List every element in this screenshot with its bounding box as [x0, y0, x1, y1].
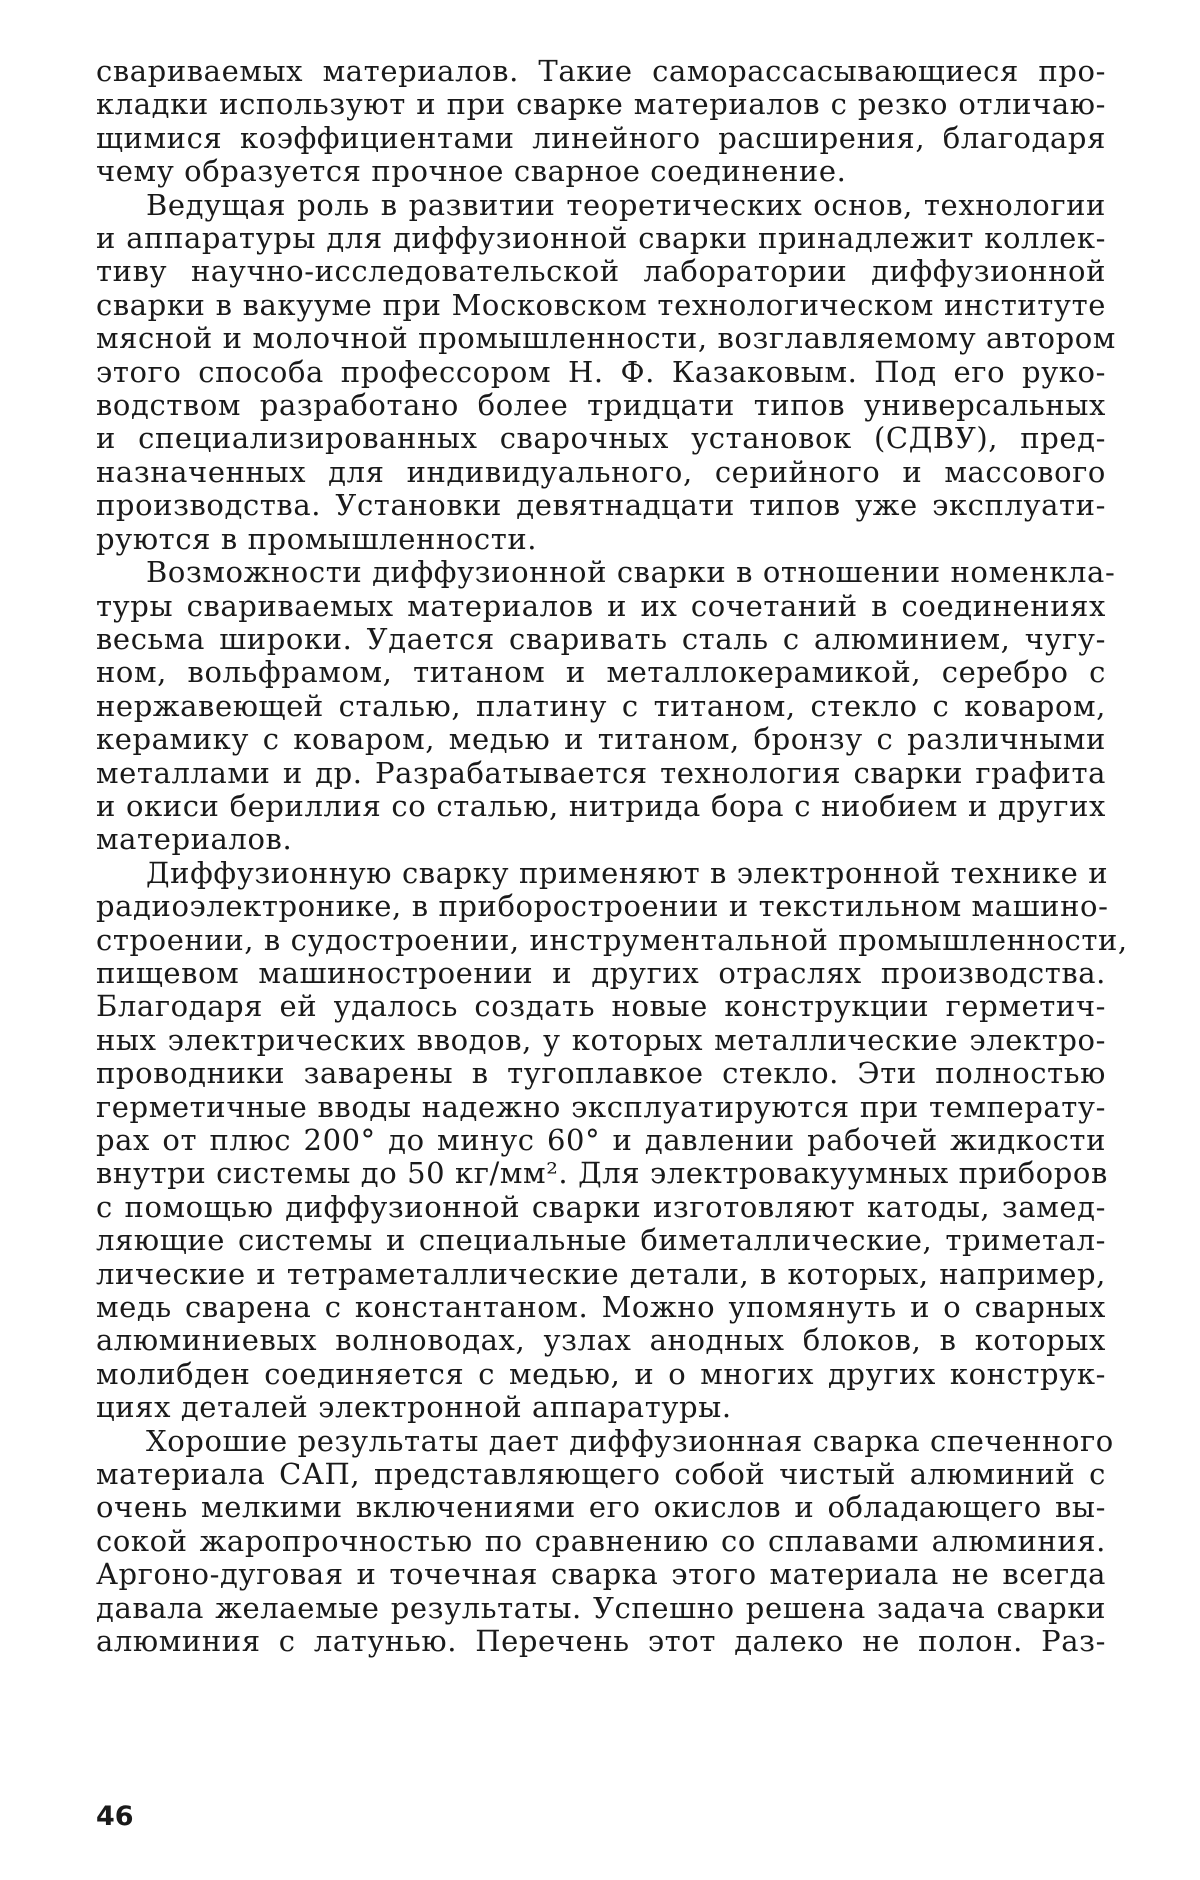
text-line: ляющие системы и специальные биметаллические, триметал- [96, 1223, 1106, 1258]
text-line: материалов. [96, 822, 293, 857]
text-line: Ведущая роль в развитии теоретических основ, технологии [146, 187, 1106, 222]
text-line: ных электрических вводов, у которых металлические электро- [96, 1022, 1106, 1057]
text-line: Благодаря ей удалось создать новые конструкции герметич- [96, 989, 1106, 1024]
book-page [96, 54, 1128, 1855]
text-line: материала САП, представляющего собой чистый алюминий с [96, 1457, 1106, 1492]
text-line: с помощью диффузионной сварки изготовляют катоды, замед- [96, 1189, 1106, 1224]
text-line: чему образуется прочное сварное соединение. [96, 154, 847, 189]
text-line: этого способа профессором Н. Ф. Казаковым. Под его руко- [96, 354, 1106, 389]
text-line: назначенных для индивидуального, серийного и массового [96, 454, 1106, 489]
text-line: циях деталей электронной аппаратуры. [96, 1390, 732, 1425]
text-line: и окиси бериллия со сталью, нитрида бора с ниобием и других [96, 788, 1106, 823]
text-line: сварки в вакууме при Московском технологическом институте [96, 287, 1106, 322]
text-line: алюминия с латунью. Перечень этот далеко не полон. Раз- [96, 1624, 1106, 1659]
paragraph [96, 187, 1116, 556]
text-line: производства. Установки девятнадцати типов уже эксплуати- [96, 488, 1106, 523]
paragraph [96, 55, 1106, 189]
text-line: лические и тетраметаллические детали, в которых, например, [96, 1256, 1106, 1291]
text-line: медь сварена с константаном. Можно упомянуть и о сварных [96, 1290, 1106, 1325]
text-line: очень мелкими включениями его окислов и обладающего вы- [96, 1490, 1106, 1525]
text-line: мясной и молочной промышленности, возглавляемому автором [96, 321, 1116, 356]
paragraph [96, 855, 1128, 1425]
text-line: Возможности диффузионной сварки в отношении номенкла- [146, 555, 1116, 590]
text-line: руются в промышленности. [96, 521, 538, 556]
text-line: и специализированных сварочных установок (СДВУ), пред- [96, 421, 1106, 456]
text-line: тиву научно-исследовательской лаборатории диффузионной [96, 254, 1106, 289]
text-line: и аппаратуры для диффузионной сварки принадлежит коллек- [96, 221, 1106, 256]
text-line: туры свариваемых материалов и их сочетаний в соединениях [96, 588, 1106, 623]
text-line: Хорошие результаты дает диффузионная сварка спеченного [146, 1423, 1114, 1458]
text-line: радиоэлектронике, в приборостроении и текстильном машино- [96, 889, 1109, 924]
text-line: кладки используют и при сварке материалов с резко отличаю- [96, 87, 1106, 122]
text-line: щимися коэффициентами линейного расширения, благодаря [96, 120, 1106, 155]
text-line: нержавеющей сталью, платину с титаном, стекло с коваром, [96, 688, 1106, 723]
paragraph [96, 555, 1116, 857]
text-line: проводники заварены в тугоплавкое стекло. Эти полностью [96, 1056, 1106, 1091]
text-line: ном, вольфрамом, титаном и металлокерамикой, серебро с [96, 655, 1106, 690]
text-line: алюминиевых волноводах, узлах анодных блоков, в которых [96, 1323, 1106, 1358]
text-line: внутри системы до 50 кг/мм². Для электровакуумных приборов [96, 1156, 1108, 1191]
text-line: металлами и др. Разрабатывается технология сварки графита [96, 755, 1106, 790]
text-line: сокой жаропрочностью по сравнению со сплавами алюминия. [96, 1523, 1106, 1558]
text-line: Диффузионную сварку применяют в электронной технике и [146, 855, 1109, 890]
text-line: Аргоно-дуговая и точечная сварка этого материала не всегда [96, 1557, 1106, 1592]
text-line: молибден соединяется с медью, и о многих других конструк- [96, 1356, 1106, 1391]
text-line: водством разработано более тридцати типов универсальных [96, 388, 1106, 423]
text-line: строении, в судостроении, инструментальной промышленности, [96, 922, 1128, 957]
text-line: свариваемых материалов. Такие саморассасывающиеся про- [96, 54, 1106, 88]
page-number: 46 [96, 1801, 134, 1832]
text-line: керамику с коваром, медью и титаном, бронзу с различными [96, 722, 1106, 757]
text-line: герметичные вводы надежно эксплуатируются при температу- [96, 1089, 1106, 1124]
text-line: рах от плюс 200° до минус 60° и давлении рабочей жидкости [96, 1123, 1106, 1157]
text-body [96, 54, 1128, 1659]
text-line: весьма широки. Удается сваривать сталь с алюминием, чугу- [96, 621, 1106, 656]
text-line: давала желаемые результаты. Успешно решена задача сварки [96, 1590, 1106, 1625]
paragraph [96, 1423, 1114, 1659]
text-line: пищевом машиностроении и других отраслях производства. [96, 955, 1106, 990]
